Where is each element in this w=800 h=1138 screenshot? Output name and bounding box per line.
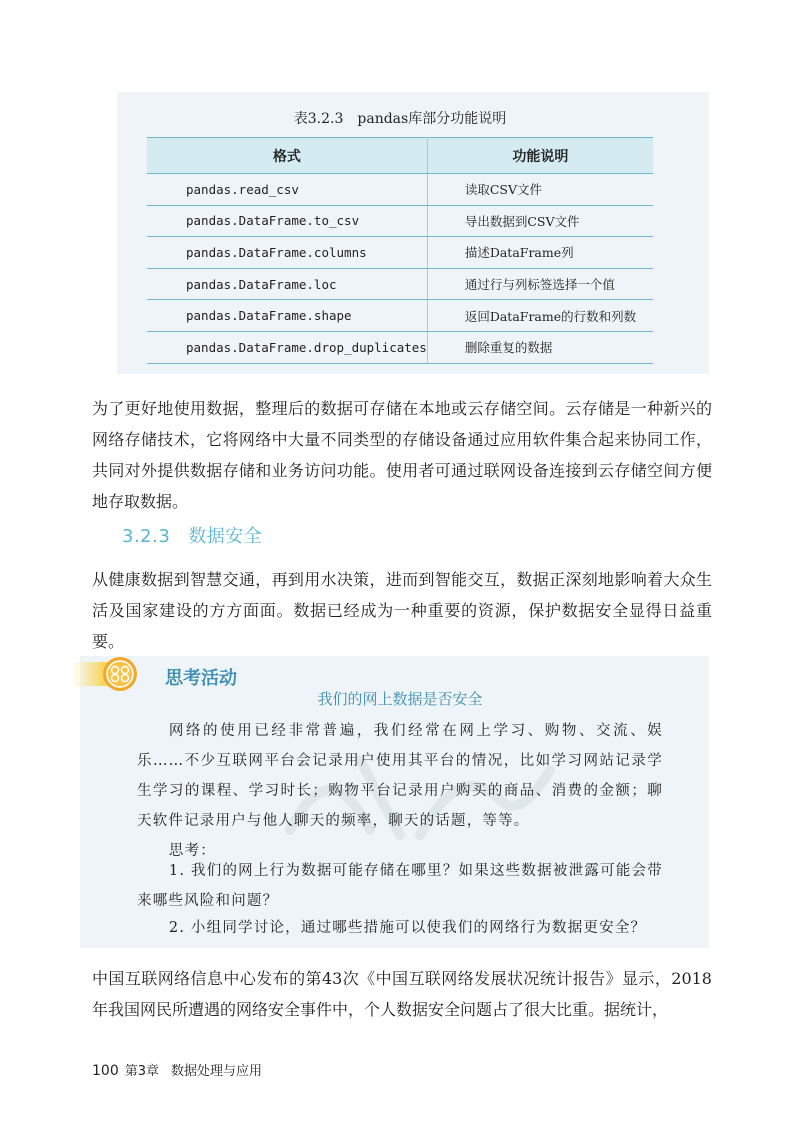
activity-subtitle: 我们的网上数据是否安全 [317, 690, 483, 708]
table-cell-format: pandas.read_csv [147, 174, 427, 206]
table-cell-description: 删除重复的数据 [427, 331, 653, 363]
activity-body: 网络的使用已经非常普遍，我们经常在网上学习、购物、交流、娱乐……不少互联网平台会记录用户使用其平台的情况，比如学习网站记录学生学习的课程、学习时长；购物平台记录用户购买的商品、消费的金额；聊天软件记录用户与他人聊天的频率，聊天的话题，等等。 [137, 723, 663, 829]
table-row [147, 174, 653, 206]
table-caption: 表3.2.3 pandas库部分功能说明 [293, 111, 507, 127]
table-row [147, 268, 653, 300]
table-header-format: 格式 [147, 138, 427, 174]
table-cell-description: 导出数据到CSV文件 [427, 205, 653, 237]
table-row [147, 300, 653, 332]
think-label: 思考： [168, 843, 216, 859]
section-number: 3.2.3 [122, 526, 171, 547]
paragraph-data-security: 从健康数据到智慧交通，再到用水决策，进而到智能交互，数据正深刻地影响着大众生活及国家建设的方方面面。数据已经成为一种重要的资源，保护数据安全显得日益重要。 [92, 570, 712, 651]
chapter-title: 数据处理与应用 [171, 1064, 263, 1079]
table-cell-format: pandas.DataFrame.columns [147, 237, 427, 269]
section-heading [122, 522, 262, 548]
page-footer [92, 1060, 262, 1079]
section-title: 数据安全 [188, 526, 263, 547]
activity-label: 思考活动 [165, 668, 237, 689]
paragraph-statistics-report: 中国互联网络信息中心发布的第43次《中国互联网络发展状况统计报告》显示，2018年我国网民所遭遇的网络安全事件中，个人数据安全问题占了很大比重。据统计， [92, 969, 712, 1019]
table-header-description: 功能说明 [427, 138, 653, 174]
paragraph-cloud-storage: 为了更好地使用数据，整理后的数据可存储在本地或云存储空间。云存储是一种新兴的网络存储技术，它将网络中大量不同类型的存储设备通过应用软件集合起来协同工作，共同对外提供数据存储和业务访问功能。使用者可通过联网设备连接到云存储空间方便地存取数据。 [92, 399, 712, 511]
table-cell-format: pandas.DataFrame.drop_duplicates [147, 331, 427, 363]
table-cell-description: 描述DataFrame列 [427, 237, 653, 269]
chapter-number: 第3章 [124, 1064, 160, 1079]
question-2: 2. 小组同学讨论，通过哪些措施可以使我们的网络行为数据更安全？ [168, 920, 647, 936]
page-number: 100 [92, 1063, 119, 1079]
table-cell-format: pandas.DataFrame.to_csv [147, 205, 427, 237]
table-cell-description: 读取CSV文件 [427, 174, 653, 206]
lightbulb-icon [70, 656, 170, 692]
table-row [147, 237, 653, 269]
table-row [147, 205, 653, 237]
table-row [147, 331, 653, 363]
question-1: 1. 我们的网上行为数据可能存储在哪里？如果这些数据被泄露可能会带来哪些风险和问题？ [137, 863, 663, 909]
table-cell-description: 返回DataFrame的行数和列数 [427, 300, 653, 332]
table-cell-description: 通过行与列标签选择一个值 [427, 268, 653, 300]
table-cell-format: pandas.DataFrame.loc [147, 268, 427, 300]
table-cell-format: pandas.DataFrame.shape [147, 300, 427, 332]
pandas-function-table [147, 137, 653, 364]
